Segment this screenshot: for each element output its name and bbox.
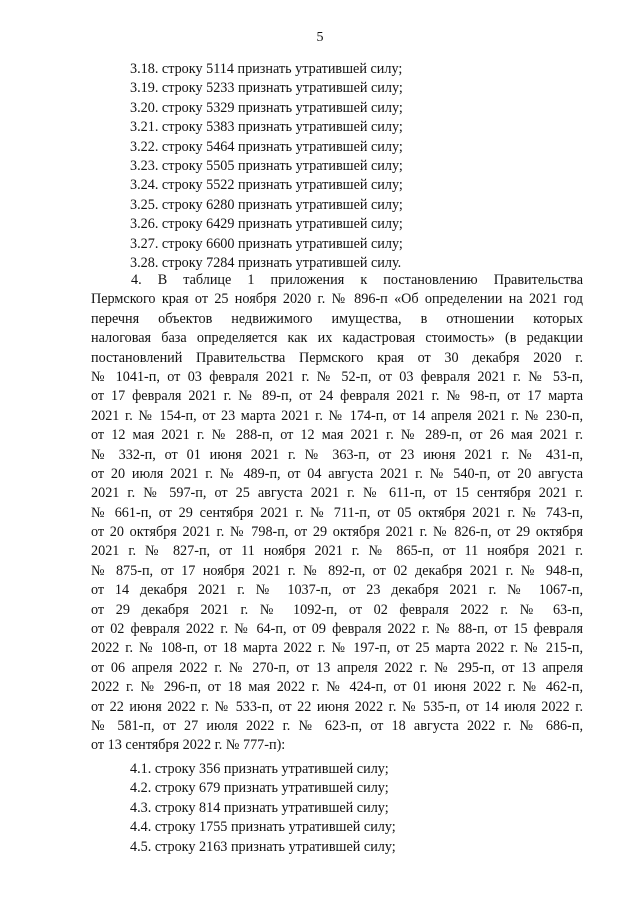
paragraph-line: № 1041-п, от 03 февраля 2021 г. № 52-п, от 03 февраля 2021 г. № 53-п,	[91, 368, 583, 385]
paragraph-line: от 14 декабря 2021 г. № 1037-п, от 23 декабря 2021 г. № 1067-п,	[91, 582, 583, 599]
list-item: 3.21. строку 5383 признать утратившей силу;	[130, 119, 403, 136]
list-item: 3.19. строку 5233 признать утратившей силу;	[130, 80, 403, 97]
paragraph-line: Пермского края от 25 ноября 2020 г. № 896-п «Об определении на 2021 год	[91, 291, 583, 308]
paragraph-line: 2021 г. № 597-п, от 25 августа 2021 г. № 611-п, от 15 сентября 2021 г.	[91, 485, 583, 502]
paragraph-line: 2021 г. № 827-п, от 11 ноября 2021 г. № 865-п, от 11 ноября 2021 г.	[91, 543, 583, 560]
paragraph-line: от 06 апреля 2022 г. № 270-п, от 13 апреля 2022 г. № 295-п, от 13 апреля	[91, 659, 583, 676]
paragraph-line: № 581-п, от 27 июля 2022 г. № 623-п, от 18 августа 2022 г. № 686-п,	[91, 717, 583, 734]
list-item: 3.26. строку 6429 признать утратившей силу;	[130, 216, 403, 233]
items-3-list	[130, 60, 560, 273]
paragraph-line: от 29 декабря 2021 г. № 1092-п, от 02 февраля 2022 г. № 63-п,	[91, 601, 583, 618]
list-item: 3.25. строку 6280 признать утратившей силу;	[130, 196, 403, 213]
paragraph-line: 4. В таблице 1 приложения к постановлению Правительства	[131, 272, 583, 288]
list-item: 3.27. строку 6600 признать утратившей силу;	[130, 235, 403, 252]
list-item: 3.22. строку 5464 признать утратившей силу;	[130, 138, 403, 155]
paragraph-line: № 875-п, от 17 ноября 2021 г. № 892-п, от 02 декабря 2021 г. № 948-п,	[91, 562, 583, 579]
paragraph-line: от 20 июля 2021 г. № 489-п, от 04 августа 2021 г. № 540-п, от 20 августа	[91, 465, 583, 482]
paragraph-line: 2021 г. № 154-п, от 23 марта 2021 г. № 174-п, от 14 апреля 2021 г. № 230-п,	[91, 407, 583, 424]
paragraph-line: 2022 г. № 108-п, от 18 марта 2022 г. № 197-п, от 25 марта 2022 г. № 215-п,	[91, 640, 583, 657]
paragraph-line: от 17 февраля 2021 г. № 89-п, от 24 февраля 2021 г. № 98-п, от 17 марта	[91, 388, 583, 405]
paragraph-line: постановлений Правительства Пермского края от 30 декабря 2020 г.	[91, 349, 583, 366]
paragraph-line: от 13 сентября 2022 г. № 777-п):	[91, 737, 286, 754]
list-item: 3.23. строку 5505 признать утратившей силу;	[130, 157, 403, 174]
paragraph-line: налоговая база определяется как их кадастровая стоимость» (в редакции	[91, 330, 583, 347]
paragraph-line: 2022 г. № 296-п, от 18 мая 2022 г. № 424-п, от 01 июня 2022 г. № 462-п,	[91, 679, 583, 696]
list-item: 4.5. строку 2163 признать утратившей силу;	[130, 838, 396, 855]
list-item: 3.24. строку 5522 признать утратившей силу;	[130, 177, 403, 194]
paragraph-line: от 22 июня 2022 г. № 533-п, от 22 июня 2022 г. № 535-п, от 14 июля 2022 г.	[91, 698, 583, 715]
list-item: 4.2. строку 679 признать утратившей силу;	[130, 780, 389, 797]
paragraph-4	[91, 271, 583, 756]
paragraph-line: от 02 февраля 2022 г. № 64-п, от 09 февраля 2022 г. № 88-п, от 15 февраля	[91, 621, 583, 638]
list-item: 4.1. строку 356 признать утратившей силу;	[130, 761, 389, 777]
paragraph-line: № 332-п, от 01 июня 2021 г. № 363-п, от 23 июня 2021 г. № 431-п,	[91, 446, 583, 463]
paragraph-line: № 661-п, от 29 сентября 2021 г. № 711-п, от 05 октября 2021 г. № 743-п,	[91, 504, 583, 521]
paragraph-line: от 12 мая 2021 г. № 288-п, от 12 мая 2021 г. № 289-п, от 26 мая 2021 г.	[91, 427, 583, 444]
paragraph-line: от 20 октября 2021 г. № 798-п, от 29 октября 2021 г. № 826-п, от 29 октября	[91, 524, 583, 541]
list-item: 4.3. строку 814 признать утратившей силу;	[130, 799, 389, 816]
paragraph-line: перечня объектов недвижимого имущества, в отношении которых	[91, 310, 583, 327]
list-item: 3.20. строку 5329 признать утратившей силу;	[130, 99, 403, 116]
list-item: 4.4. строку 1755 признать утратившей силу;	[130, 819, 396, 836]
items-4-list	[130, 760, 560, 857]
list-item: 3.28. строку 7284 признать утратившей силу.	[130, 254, 402, 271]
list-item: 3.18. строку 5114 признать утратившей силу;	[130, 61, 403, 77]
page-number: 5	[316, 30, 324, 45]
